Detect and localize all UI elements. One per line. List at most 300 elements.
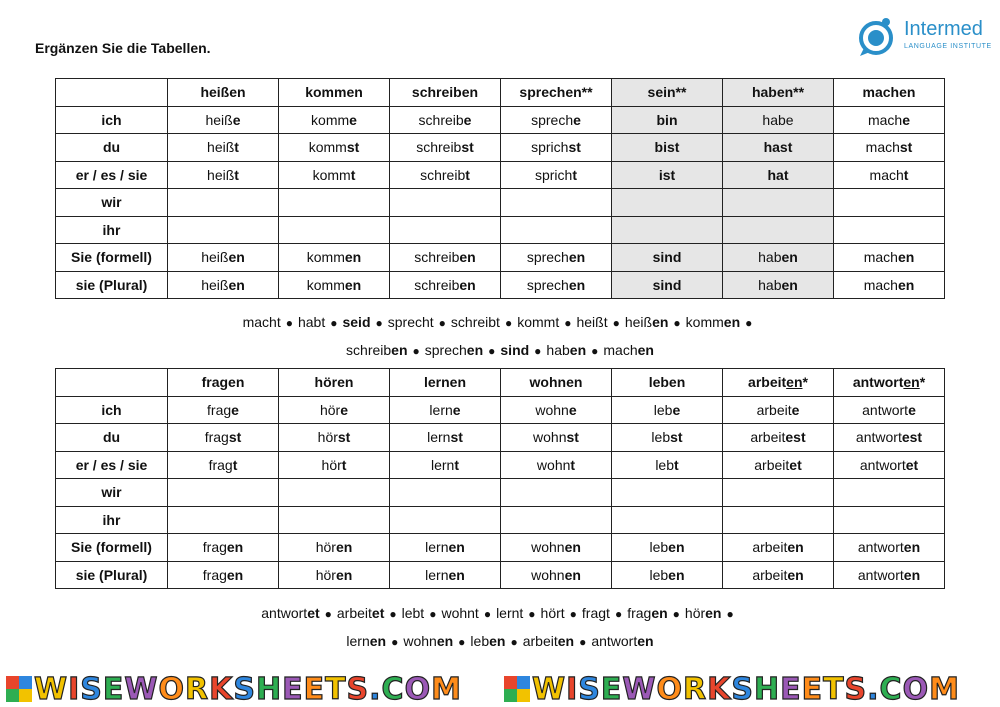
- word-stem: wohn: [535, 401, 569, 418]
- word-stem: habt: [297, 314, 326, 330]
- conjugation-cell: [279, 561, 390, 589]
- bullet-separator: ●: [324, 607, 332, 621]
- word-stem: hab: [758, 276, 782, 293]
- bank-word: [541, 605, 565, 621]
- conjugation-cell: [168, 506, 279, 534]
- word-stem: leb: [651, 429, 671, 446]
- bullet-separator: ●: [726, 607, 734, 621]
- word-stem: sprech: [526, 276, 569, 293]
- word-ending: e: [232, 111, 241, 128]
- word-stem: antwort: [261, 605, 308, 621]
- bullet-separator: ●: [375, 316, 383, 330]
- word-ending: st: [228, 429, 242, 446]
- verb-header: haben**: [723, 79, 834, 107]
- conjugation-cell: [834, 506, 945, 534]
- word-bank-2-line-1: [0, 605, 1000, 621]
- word-stem: kommt: [517, 314, 560, 330]
- bank-word: [625, 314, 669, 330]
- conjugation-cell: [501, 216, 612, 244]
- verb-header-ending: en: [786, 374, 803, 391]
- verb-header: sein**: [612, 79, 723, 107]
- word-ending: en: [569, 342, 587, 358]
- word-stem: macht: [242, 314, 281, 330]
- conjugation-cell: [612, 396, 723, 424]
- bullet-separator: ●: [614, 607, 623, 621]
- wise-badge-icon: [504, 676, 530, 702]
- watermark-letter: O: [158, 672, 185, 707]
- conjugation-cell: [834, 216, 945, 244]
- pronoun-cell: ihr: [56, 216, 168, 244]
- conjugation-cell: [723, 506, 834, 534]
- word-ending: en: [705, 605, 722, 621]
- watermark-letter: E: [282, 672, 304, 707]
- conjugation-cell: [612, 244, 723, 272]
- pronoun-cell: ich: [56, 106, 168, 134]
- word-ending: st: [346, 139, 360, 156]
- table-row: [56, 534, 945, 562]
- conjugation-cell: [501, 189, 612, 217]
- word-stem: schreib: [416, 139, 462, 156]
- word-ending: st: [899, 139, 913, 156]
- word-ending: en: [557, 633, 575, 649]
- watermark-letter: E: [600, 672, 623, 707]
- word-ending: e: [452, 401, 461, 418]
- conjugation-cell: [390, 479, 501, 507]
- conjugation-cell: [612, 134, 723, 162]
- word-stem: antwort: [591, 633, 638, 649]
- bank-word: [298, 314, 325, 330]
- word-stem: heiß: [207, 166, 235, 183]
- word-ending: st: [337, 429, 351, 446]
- watermark-letter: M: [431, 672, 462, 707]
- word-stem: lern: [425, 566, 449, 583]
- conjugation-cell: [390, 161, 501, 189]
- watermark-letter: E: [801, 672, 824, 707]
- wise-badge-icon: [6, 676, 32, 702]
- intermed-logo-icon: [856, 14, 900, 58]
- word-stem: antwort: [857, 566, 904, 583]
- conjugation-cell: [501, 451, 612, 479]
- pronoun-cell: sie (Plural): [56, 561, 168, 589]
- word-stem: leb: [470, 633, 490, 649]
- word-stem: lernt: [496, 605, 524, 621]
- word-ending: e: [568, 401, 577, 418]
- conjugation-cell: [501, 134, 612, 162]
- table-row: [56, 244, 945, 272]
- watermark-letter: K: [707, 672, 732, 707]
- verb-header-stem: arbeit: [748, 374, 787, 391]
- table-row: [56, 189, 945, 217]
- conjugation-cell: [390, 244, 501, 272]
- table-row: [56, 561, 945, 589]
- word-stem: komm: [311, 111, 350, 128]
- word-stem: frag: [202, 539, 227, 556]
- conjugation-cell: [834, 451, 945, 479]
- watermark-letter: W: [622, 672, 657, 707]
- watermark-letter: S: [578, 672, 601, 707]
- word-ending: en: [228, 249, 245, 266]
- word-stem: lern: [346, 633, 370, 649]
- bullet-separator: ●: [564, 316, 572, 330]
- watermark-letter: T: [823, 672, 845, 707]
- conjugation-cell: [501, 244, 612, 272]
- watermark-letter: .: [369, 672, 382, 707]
- word-ending: e: [908, 401, 916, 418]
- conjugation-cell: [168, 451, 279, 479]
- conjugation-cell: [834, 396, 945, 424]
- word-stem: arbeit: [750, 429, 786, 446]
- watermark-letter: K: [209, 672, 234, 707]
- word-ending: sind: [500, 342, 530, 358]
- word-ending: en: [564, 566, 581, 583]
- word-stem: antwort: [859, 456, 906, 473]
- word-ending: en: [466, 342, 484, 358]
- bullet-separator: ●: [389, 607, 397, 621]
- word-ending: en: [781, 276, 798, 293]
- word-stem: arbeit: [756, 401, 792, 418]
- bullet-separator: ●: [510, 635, 518, 649]
- bullet-separator: ●: [579, 635, 587, 649]
- conjugation-cell: [279, 244, 390, 272]
- conjugation-cell: [723, 424, 834, 452]
- watermark-letter: O: [902, 672, 930, 707]
- conjugation-cell: [723, 561, 834, 589]
- word-stem: sprech: [526, 249, 569, 266]
- word-ending: en: [335, 566, 353, 583]
- corner-cell: [56, 369, 168, 397]
- word-stem: heiß: [205, 111, 233, 128]
- word-stem: schreib: [414, 249, 460, 266]
- word-ending: e: [791, 401, 800, 418]
- verb-header: machen: [834, 79, 945, 107]
- conjugation-cell: [723, 451, 834, 479]
- conjugation-cell: [501, 396, 612, 424]
- bank-word: [403, 633, 453, 649]
- conjugation-cell: [168, 189, 279, 217]
- conjugation-cell: [279, 189, 390, 217]
- word-stem: komm: [685, 314, 724, 330]
- watermark-letter: E: [303, 672, 326, 707]
- word-ending: seid: [342, 314, 371, 330]
- watermark-letter: W: [124, 672, 159, 707]
- word-stem: fragt: [581, 605, 610, 621]
- conjugation-cell: [501, 271, 612, 299]
- word-ending: en: [668, 566, 685, 583]
- conjugation-cell: [501, 106, 612, 134]
- conjugation-cell: [612, 451, 723, 479]
- watermark-letter: S: [346, 672, 370, 707]
- conjugation-cell: [168, 534, 279, 562]
- bullet-separator: ●: [528, 607, 536, 621]
- pronoun-cell: wir: [56, 479, 168, 507]
- logo-subtitle: LANGUAGE INSTITUTE: [904, 43, 992, 50]
- conjugation-cell: [390, 451, 501, 479]
- watermark-letter: O: [404, 672, 432, 707]
- word-stem: hör: [315, 566, 336, 583]
- word-bank-1-line-2: [0, 342, 1000, 358]
- header-row: [56, 79, 945, 107]
- verb-header-mark: *: [802, 374, 808, 391]
- word-ending: hat: [767, 166, 789, 183]
- conjugation-cell: [612, 161, 723, 189]
- word-ending: en: [448, 539, 465, 556]
- conjugation-cell: [501, 561, 612, 589]
- word-ending: en: [226, 566, 244, 583]
- word-ending: t: [350, 166, 356, 183]
- conjugation-cell: [612, 424, 723, 452]
- word-stem: mach: [867, 111, 903, 128]
- word-stem: frag: [202, 566, 227, 583]
- conjugation-cell: [723, 396, 834, 424]
- conjugation-cell: [390, 506, 501, 534]
- word-stem: frag: [207, 401, 232, 418]
- word-stem: heiß: [207, 139, 235, 156]
- word-ending: e: [463, 111, 472, 128]
- word-ending: et: [905, 456, 919, 473]
- word-stem: komm: [306, 249, 345, 266]
- word-ending: en: [568, 276, 586, 293]
- verb-header: [834, 369, 945, 397]
- word-ending: t: [465, 166, 470, 183]
- conjugation-cell: [834, 134, 945, 162]
- bullet-separator: ●: [569, 607, 577, 621]
- table-row: [56, 106, 945, 134]
- conjugation-cell: [279, 271, 390, 299]
- word-ending: en: [568, 249, 586, 266]
- conjugation-cell: [168, 134, 279, 162]
- bank-word: [576, 314, 607, 330]
- bank-word: [685, 605, 722, 621]
- watermark-letter: C: [381, 672, 405, 707]
- verb-header: leben: [612, 369, 723, 397]
- word-stem: hör: [684, 605, 706, 621]
- conjugation-cell: [390, 106, 501, 134]
- word-stem: heiß: [201, 276, 229, 293]
- bullet-separator: ●: [285, 316, 293, 330]
- word-stem: leb: [653, 401, 673, 418]
- word-stem: mach: [603, 342, 638, 358]
- word-ending: et: [789, 456, 802, 473]
- conjugation-cell: [279, 506, 390, 534]
- bank-word: [261, 605, 319, 621]
- watermark-letter: M: [929, 672, 960, 707]
- bullet-separator: ●: [438, 316, 446, 330]
- bullet-separator: ●: [504, 316, 513, 330]
- bullet-separator: ●: [429, 607, 437, 621]
- conjugation-cell: [612, 534, 723, 562]
- word-bank-2-line-2: [0, 633, 1000, 649]
- table-row: [56, 134, 945, 162]
- word-ending: en: [228, 276, 245, 293]
- verb-header-mark: *: [919, 374, 926, 391]
- word-ending: e: [902, 111, 911, 128]
- word-stem: wohn: [531, 539, 565, 556]
- bank-word: [470, 633, 505, 649]
- word-stem: sprich: [531, 139, 569, 156]
- verb-header: wohnen: [501, 369, 612, 397]
- watermark-letter: H: [753, 672, 781, 707]
- word-ending: en: [226, 539, 244, 556]
- word-ending: t: [454, 456, 460, 473]
- conjugation-cell: [168, 161, 279, 189]
- word-ending: en: [787, 539, 804, 556]
- word-ending: t: [341, 456, 347, 473]
- word-ending: en: [436, 633, 454, 649]
- word-ending: bist: [654, 139, 680, 156]
- word-stem: lern: [427, 429, 451, 446]
- conjugation-cell: [723, 134, 834, 162]
- word-ending: t: [674, 456, 679, 473]
- word-stem: arbeit: [522, 633, 558, 649]
- conjugation-cell: [168, 396, 279, 424]
- conjugation-cell: [279, 161, 390, 189]
- word-stem: hab: [758, 249, 782, 266]
- word-ending: en: [637, 633, 654, 649]
- word-stem: wohn: [533, 429, 567, 446]
- verb-header: fragen: [168, 369, 279, 397]
- word-stem: wohn: [536, 456, 571, 473]
- word-ending: en: [459, 249, 476, 266]
- word-ending: en: [637, 342, 654, 358]
- bullet-separator: ●: [412, 344, 420, 358]
- conjugation-cell: [168, 424, 279, 452]
- word-ending: st: [568, 139, 581, 156]
- verb-table-1: [55, 78, 945, 299]
- word-stem: arbeit: [336, 605, 372, 621]
- conjugation-cell: [723, 106, 834, 134]
- word-ending: est: [785, 429, 806, 446]
- verb-header: sprechen**: [501, 79, 612, 107]
- word-stem: hör: [317, 429, 338, 446]
- pronoun-cell: du: [56, 134, 168, 162]
- conjugation-cell: [168, 244, 279, 272]
- word-stem: hör: [321, 456, 342, 473]
- conjugation-cell: [168, 106, 279, 134]
- word-stem: sprech: [531, 111, 574, 128]
- bank-word: [402, 605, 425, 621]
- word-ending: en: [897, 249, 915, 266]
- bank-word: [582, 605, 610, 621]
- word-stem: hört: [540, 605, 565, 621]
- word-ending: e: [349, 111, 357, 128]
- conjugation-cell: [501, 424, 612, 452]
- conjugation-cell: [390, 396, 501, 424]
- bank-word: [523, 633, 574, 649]
- intermed-logo: [856, 14, 996, 58]
- word-stem: habe: [762, 111, 794, 128]
- word-stem: wohn: [403, 633, 437, 649]
- bank-word: [591, 633, 653, 649]
- word-stem: schreib: [414, 276, 460, 293]
- word-stem: heiß: [624, 314, 653, 330]
- watermark-letter: W: [532, 672, 567, 707]
- table-row: [56, 216, 945, 244]
- bullet-separator: ●: [458, 635, 466, 649]
- conjugation-cell: [723, 216, 834, 244]
- bank-word: [346, 342, 407, 358]
- word-ending: en: [903, 566, 921, 583]
- bank-word: [388, 314, 434, 330]
- conjugation-cell: [390, 534, 501, 562]
- conjugation-cell: [612, 106, 723, 134]
- pronoun-cell: du: [56, 424, 168, 452]
- bullet-separator: ●: [673, 316, 681, 330]
- word-ending: et: [307, 605, 320, 621]
- table-row: [56, 451, 945, 479]
- word-ending: en: [335, 539, 353, 556]
- header-row: [56, 369, 945, 397]
- bank-word: [451, 314, 500, 330]
- watermark-letter: R: [682, 672, 708, 707]
- word-ending: t: [903, 166, 909, 183]
- word-ending: st: [450, 429, 463, 446]
- watermark-letter: .: [867, 672, 880, 707]
- pronoun-cell: wir: [56, 189, 168, 217]
- word-ending: en: [668, 539, 685, 556]
- word-ending: en: [369, 633, 387, 649]
- conjugation-cell: [279, 134, 390, 162]
- bank-word: [441, 605, 478, 621]
- word-ending: st: [566, 429, 579, 446]
- word-stem: lebt: [401, 605, 425, 621]
- table-row: [56, 396, 945, 424]
- word-ending: t: [232, 456, 238, 473]
- watermark-text: [34, 672, 462, 707]
- conjugation-cell: [168, 271, 279, 299]
- word-stem: frag: [627, 605, 652, 621]
- word-stem: wohn: [531, 566, 565, 583]
- bullet-separator: ●: [483, 607, 492, 621]
- word-stem: lern: [430, 456, 455, 473]
- watermark-letter: S: [844, 672, 868, 707]
- word-stem: arbeit: [754, 456, 790, 473]
- verb-header: heißen: [168, 79, 279, 107]
- conjugation-cell: [279, 451, 390, 479]
- bank-word: [627, 605, 667, 621]
- watermark-letter: W: [34, 672, 69, 707]
- conjugation-cell: [501, 161, 612, 189]
- conjugation-cell: [834, 161, 945, 189]
- bank-word: [342, 314, 370, 330]
- word-stem: leb: [655, 456, 674, 473]
- word-stem: wohnt: [441, 605, 479, 621]
- word-stem: leb: [649, 539, 669, 556]
- word-stem: antwort: [862, 401, 909, 418]
- bullet-separator: ●: [591, 344, 599, 358]
- conjugation-cell: [279, 106, 390, 134]
- word-stem: frag: [204, 429, 229, 446]
- word-stem: lern: [425, 539, 449, 556]
- bank-word: [243, 314, 281, 330]
- word-stem: komm: [308, 139, 347, 156]
- corner-cell: [56, 79, 168, 107]
- conjugation-cell: [279, 216, 390, 244]
- conjugation-cell: [390, 134, 501, 162]
- conjugation-cell: [834, 106, 945, 134]
- verb-header-ending: en: [903, 374, 920, 391]
- word-ending: e: [231, 401, 239, 418]
- word-ending: en: [459, 276, 476, 293]
- word-stem: hör: [315, 539, 336, 556]
- word-ending: hast: [763, 139, 793, 156]
- conjugation-cell: [612, 479, 723, 507]
- bullet-separator: ●: [488, 344, 496, 358]
- verb-header: hören: [279, 369, 390, 397]
- word-stem: heißt: [576, 314, 608, 330]
- watermark-letter: O: [656, 672, 683, 707]
- conjugation-cell: [279, 396, 390, 424]
- conjugation-cell: [723, 244, 834, 272]
